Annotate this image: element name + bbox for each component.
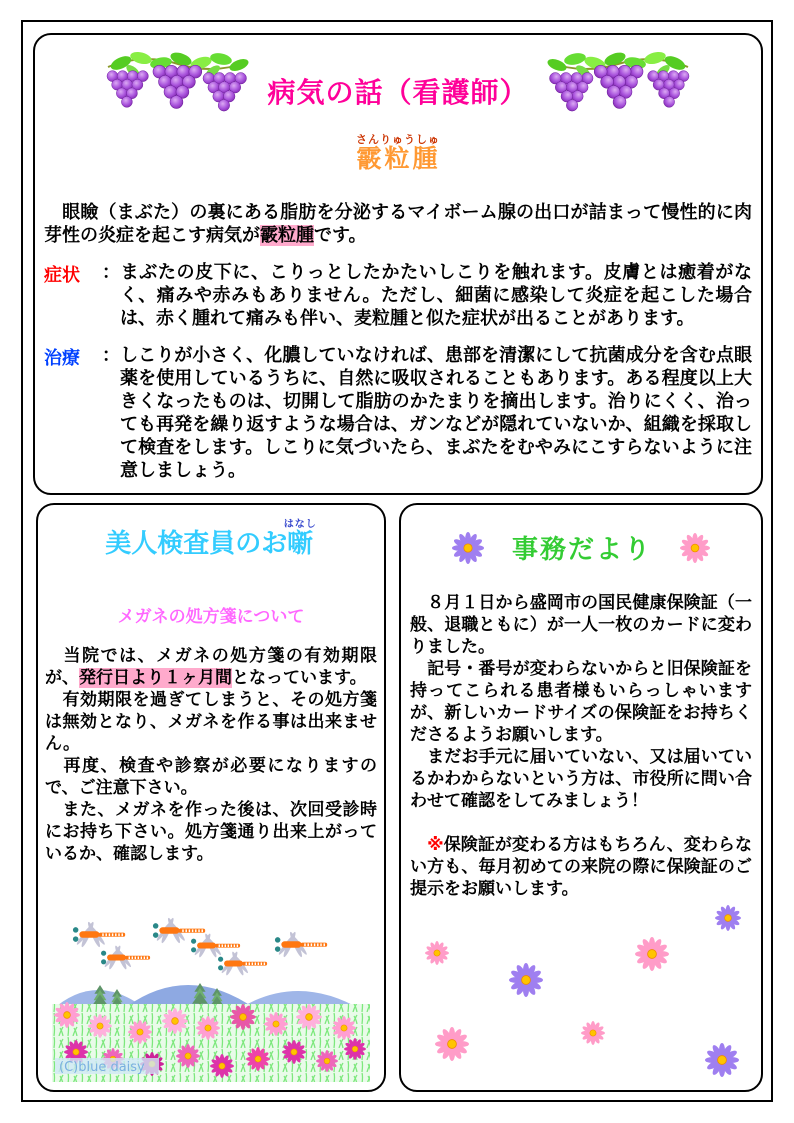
- highlighted-validity-period: 発行日より１ヶ月間: [79, 667, 232, 688]
- treatment-label: 治療: [44, 348, 80, 369]
- left-panel-subtitle: メガネの処方箋について: [117, 606, 305, 627]
- page-title: 病気の話（看護師）: [267, 76, 529, 109]
- treatment-text: ：しこりが小さく、化膿していなければ、患部を清潔にして抗菌成分を含む点眼薬を使用しているうちに、自然に吸収されることもあります。ある程度以上大きくなったものは、切開して脂肪のかたまりを摘出します。治りにくく、治っても再発を繰り返すような場合は、ガンなどが隠れていないか、組織を採取して検査をします。しこりに気づいたら、まぶたをむやみにこすらないように注意しましょう。: [102, 345, 752, 481]
- left-paragraph-4: また、メガネを作った後は、次回受診時にお持ち下さい。処方箋通り出来上がっているか、確認します。: [45, 799, 377, 864]
- pink-daisy-icon: [435, 1027, 469, 1061]
- dragonfly-icons: [73, 917, 327, 976]
- left-panel-title: [38, 519, 384, 566]
- symptom-text: ：まぶたの皮下に、こりっとしたかたいしこりを触れます。皮膚とは癒着がなく、痛みや赤みもありません。ただし、細菌に感染して炎症を起こした場合は、赤く腫れて痛みも伴い、麦粒腫と似た症状が出ることがあります。: [102, 262, 752, 329]
- pink-daisy-icon: [635, 937, 669, 971]
- grapes-icon: [543, 51, 693, 131]
- left-p1-text-end: となっています。: [232, 667, 367, 688]
- left-paragraph-3: 再度、検査や診察が必要になりますので、ご注意下さい。: [45, 755, 377, 798]
- right-panel-body: [410, 592, 752, 900]
- purple-daisy-icon: [705, 1043, 739, 1077]
- left-paragraph-2: 有効期限を過ぎてしまうと、その処方箋は無効となり、メガネを作る事は出来ません。: [45, 689, 377, 754]
- right-paragraph-3: まだお手元に届いていない、又は届いているかわからないという方は、市役所に問い合わせて確認をしてみましょう！: [410, 747, 752, 811]
- right-paragraph-2: 記号・番号が変わらないからと旧保険証を持ってこられる患者様もいらっしゃいますが、新しいカードサイズの保険証をお持ちくださるようお願いします。: [410, 659, 752, 745]
- left-paragraph-1: [45, 645, 377, 689]
- symptom-section: [44, 261, 752, 330]
- insurance-note: [410, 834, 752, 900]
- subtitle-text: 霰粒腫: [356, 144, 440, 173]
- optician-note-panel: [36, 503, 386, 1092]
- pink-daisy-icon: [581, 1021, 605, 1045]
- symptom-label: 症状: [44, 265, 80, 286]
- purple-daisy-icon: [509, 963, 543, 997]
- pink-daisy-icon: [680, 533, 710, 563]
- pink-daisy-icon: [425, 941, 449, 965]
- dragonfly-cosmos-scene: [52, 892, 370, 1082]
- left-p1-text: 当院では、メガネの処方箋の有効期限が、: [45, 645, 377, 688]
- purple-daisy-icon: [715, 905, 741, 931]
- left-title-ruby-base: 噺: [283, 529, 317, 559]
- intro-text: 眼瞼（まぶた）の裏にある脂肪を分泌するマイボーム腺の出口が詰まって慢性的に肉芽性の炎症を起こす病気が: [44, 202, 752, 246]
- intro-paragraph: [44, 201, 752, 247]
- highlighted-term: 霰粒腫: [260, 225, 314, 246]
- left-title-furigana: はなし: [283, 519, 317, 530]
- left-title-text: 美人検査員のお: [105, 529, 288, 559]
- article-subtitle: [35, 133, 761, 171]
- treatment-section: [44, 344, 752, 482]
- right-panel-title: 事務だより: [511, 535, 652, 565]
- intro-text-end: です。: [314, 225, 367, 246]
- note-marker: ※: [410, 835, 444, 855]
- cosmos-field-illustration: [52, 892, 370, 1082]
- subtitle-furigana: さんりゅうしゅ: [356, 133, 440, 146]
- grapes-icon: [103, 51, 253, 131]
- purple-daisy-icon: [452, 532, 484, 564]
- left-panel-body: [45, 645, 377, 865]
- right-panel-header: [401, 529, 761, 566]
- note-text: 保険証が変わる方はもちろん、変わらない方も、毎月初めての来院の際に保険証のご提示をお願いします。: [410, 835, 752, 899]
- office-news-panel: [399, 503, 763, 1092]
- watermark-text: (C)blue daisy: [59, 1060, 145, 1075]
- health-article-panel: [33, 33, 763, 495]
- right-paragraph-1: ８月１日から盛岡市の国民健康保険証（一般、退職ともに）が一人一枚のカードに変わりました。: [410, 593, 752, 657]
- article-header: [35, 51, 761, 131]
